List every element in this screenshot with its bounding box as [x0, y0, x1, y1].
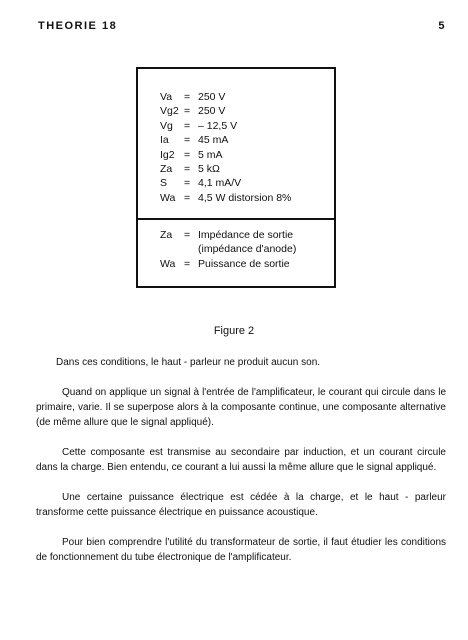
paragraph: Pour bien comprendre l'utilité du transformateur de sortie, il faut étudier les conditions de fonctionnement du tube électronique de l'amplificateur.: [36, 537, 446, 563]
parameter-list: [160, 90, 291, 205]
parameter-symbol: Wa: [160, 191, 176, 204]
parameter-row: [160, 90, 291, 104]
parameter-symbol: Za: [160, 163, 173, 176]
parameter-value: 250 V: [198, 105, 226, 118]
parameter-row: [160, 148, 291, 162]
definition-row: [160, 257, 296, 271]
parameter-value: 5 kΩ: [198, 163, 220, 176]
parameter-eq: =: [184, 177, 191, 190]
definition-line: (impédance d'anode): [198, 243, 297, 256]
definition-list: [160, 228, 296, 271]
parameter-symbol: Vg: [160, 119, 173, 132]
definition-symbol: Wa: [160, 257, 176, 270]
definition-symbol: Za: [160, 229, 173, 241]
parameter-row: [160, 119, 291, 133]
definition-eq: =: [184, 229, 191, 241]
paragraph: Cette composante est transmise au secondaire par induction, et un courant circule dans la charge. Bien entendu, ce courant a lui aussi la même allure que le signal appliqué.: [36, 447, 446, 473]
parameter-value: 5 mA: [198, 148, 223, 161]
parameter-row: [160, 104, 291, 118]
parameter-symbol: Vg2: [160, 105, 179, 118]
parameter-eq: =: [184, 148, 191, 161]
definitions-section: [138, 220, 334, 286]
parameter-eq: =: [184, 105, 191, 118]
parameter-eq: =: [184, 163, 191, 176]
parameter-row: [160, 133, 291, 147]
parameter-value: 45 mA: [198, 134, 229, 147]
parameter-eq: =: [184, 119, 191, 132]
parameter-symbol: Ig2: [160, 148, 175, 161]
definition-line: Impédance de sortie: [198, 229, 294, 241]
parameter-eq: =: [184, 191, 191, 204]
parameter-symbol: S: [160, 177, 168, 190]
parameter-row: [160, 191, 291, 205]
page-number: 5: [438, 20, 446, 32]
definition-line: Puissance de sortie: [198, 257, 290, 270]
body-text: [36, 355, 446, 580]
parameter-symbol: Ia: [160, 134, 169, 147]
parameter-eq: =: [184, 91, 191, 103]
definition-eq: =: [184, 257, 191, 270]
parameter-value: – 12,5 V: [198, 119, 238, 132]
parameter-row: [160, 162, 291, 176]
parameter-symbol: Va: [160, 91, 173, 103]
parameters-section: [138, 69, 334, 218]
tube-parameters-box: [136, 67, 336, 288]
paragraph: Quand on applique un signal à l'entrée de l'amplificateur, le courant qui circule dans le primaire, varie. Il se superpose alors à la composante continue, une composante alternative (de même allure que le signal appliqué).: [36, 387, 446, 428]
figure-caption: Figure 2: [213, 325, 255, 337]
paragraph: Une certaine puissance électrique est cédée à la charge, et le haut - parleur transforme cette puissance électrique en puissance acoustique.: [36, 492, 446, 518]
definition-text: [198, 228, 296, 257]
parameter-value: 4,5 W distorsion 8%: [198, 191, 292, 204]
parameter-value: 250 V: [198, 91, 226, 103]
definition-text: [198, 257, 290, 271]
parameter-row: [160, 176, 291, 190]
chapter-title: THEORIE 18: [38, 20, 118, 32]
parameter-eq: =: [184, 134, 191, 147]
definition-row: [160, 228, 296, 257]
page-header: [38, 20, 446, 36]
paragraph: Dans ces conditions, le haut - parleur ne produit aucun son.: [56, 357, 321, 368]
parameter-value: 4,1 mA/V: [198, 177, 242, 190]
